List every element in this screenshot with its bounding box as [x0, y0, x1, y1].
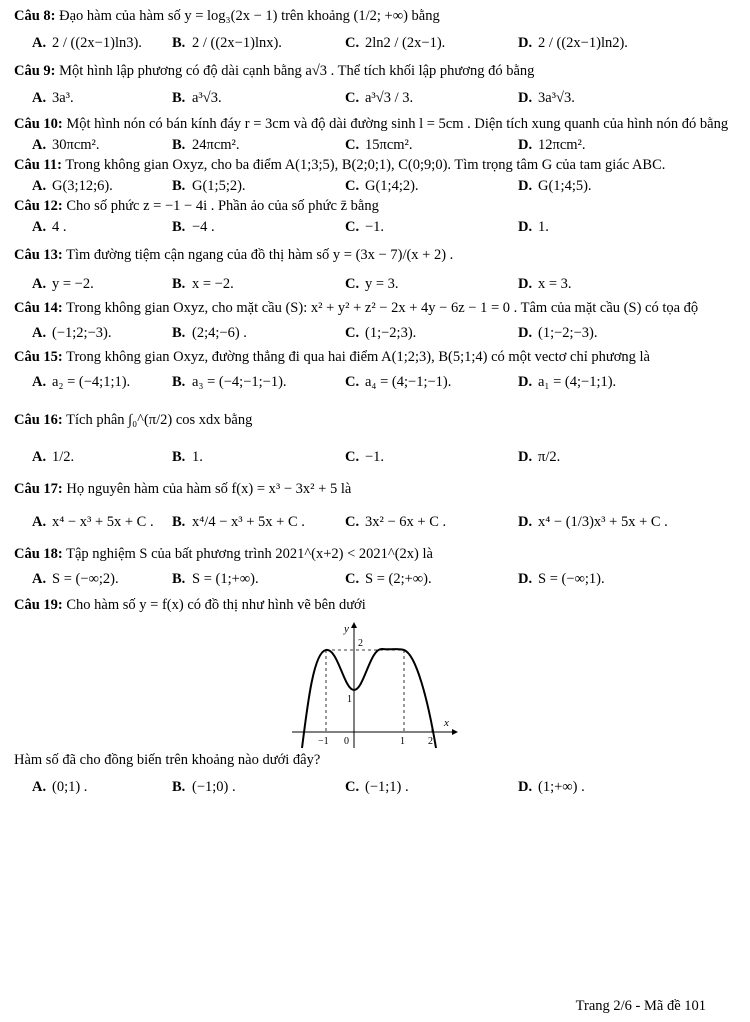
question-16 [14, 410, 738, 467]
option-d[interactable]: D. a₁ = (4;−1;1). [518, 374, 617, 390]
option-c[interactable]: C. a₄ = (4;−1;−1). [345, 374, 452, 390]
question-label: Câu 14: [14, 300, 63, 316]
question-stem: Đạo hàm của hàm số y = log₃(2x − 1) trên khoảng (1/2; +∞) bằng [59, 8, 440, 24]
option-a[interactable]: A. y = −2. [32, 276, 94, 292]
option-a[interactable]: A. (0;1) . [32, 779, 88, 795]
option-c[interactable]: C. 2ln2 / (2x−1). [345, 35, 446, 51]
question-stem: Một hình nón có bán kính đáy r = 3cm và độ dài đường sinh l = 5cm . Diện tích xung quanh của hình nón đó bằng [66, 116, 729, 132]
option-c[interactable]: C. −1. [345, 449, 385, 465]
question-stem: Tích phân ∫₀^(π/2) cos xdx bằng [66, 412, 253, 428]
option-b[interactable]: B. x = −2. [172, 276, 234, 292]
option-a[interactable]: A. x⁴ − x³ + 5x + C . [32, 514, 154, 530]
question-13 [14, 245, 738, 294]
question-label: Câu 8: [14, 8, 56, 24]
tick-x-1: 1 [400, 736, 405, 747]
function-curve [302, 649, 436, 748]
option-b[interactable]: B. a₃ = (−4;−1;−1). [172, 374, 287, 390]
question-14 [14, 298, 738, 343]
option-c[interactable]: C. G(1;4;2). [345, 178, 419, 194]
question-12 [14, 196, 738, 237]
option-d[interactable]: D. 1. [518, 219, 549, 235]
option-a[interactable]: A. (−1;2;−3). [32, 325, 112, 341]
question-stem: Họ nguyên hàm của hàm số f(x) = x³ − 3x² + 5 là [66, 481, 352, 497]
option-a[interactable]: A. 2 / ((2x−1)ln3). [32, 35, 142, 51]
option-c[interactable]: C. a³√3 / 3. [345, 90, 414, 106]
option-c[interactable]: C. 15πcm². [345, 137, 413, 153]
question-label: Câu 10: [14, 116, 63, 132]
tick-y2: 2 [358, 638, 363, 649]
question-stem: Tập nghiệm S của bất phương trình 2021^(x+2) < 2021^(2x) là [66, 546, 433, 562]
option-b[interactable]: B. a³√3. [172, 90, 222, 106]
option-b[interactable]: B. (−1;0) . [172, 779, 236, 795]
option-a[interactable]: A. G(3;12;6). [32, 178, 113, 194]
option-d[interactable]: D. G(1;4;5). [518, 178, 592, 194]
exam-page [14, 6, 738, 797]
option-b[interactable]: B. 2 / ((2x−1)lnx). [172, 35, 282, 51]
question-17 [14, 479, 738, 532]
option-c[interactable]: C. −1. [345, 219, 385, 235]
question-stem: Cho hàm số y = f(x) có đồ thị như hình vẽ bên dưới [66, 597, 366, 613]
question-stem: Trong không gian Oxyz, cho ba điểm A(1;3;5), B(2;0;1), C(0;9;0). Tìm trọng tâm G của tam giác ABC. [65, 157, 666, 173]
option-c[interactable]: C. y = 3. [345, 276, 399, 292]
option-b[interactable]: B. 1. [172, 449, 203, 465]
question-stem: Trong không gian Oxyz, cho mặt cầu (S): x² + y² + z² − 2x + 4y − 6z − 1 = 0 . Tâm của mặt cầu (S) có tọa độ [66, 300, 699, 316]
option-d[interactable]: D. 12πcm². [518, 137, 586, 153]
option-c[interactable]: C. S = (2;+∞). [345, 571, 432, 587]
question-label: Câu 13: [14, 247, 63, 263]
question-label: Câu 18: [14, 546, 63, 562]
question-19-followup: Hàm số đã cho đồng biến trên khoảng nào dưới đây? [14, 752, 321, 768]
option-c[interactable]: C. (−1;1) . [345, 779, 409, 795]
option-a[interactable]: A. S = (−∞;2). [32, 571, 119, 587]
tick-x-2: 2 [428, 736, 433, 747]
question-stem: Một hình lập phương có độ dài cạnh bằng a√3 . Thể tích khối lập phương đó bằng [59, 63, 535, 79]
question-15 [14, 347, 738, 392]
question-stem: Cho số phức z = −1 − 4i . Phần ảo của số phức z̄ bằng [66, 198, 379, 214]
option-d[interactable]: D. x = 3. [518, 276, 572, 292]
x-axis-label: x [444, 717, 449, 729]
question-11 [14, 155, 738, 196]
option-c[interactable]: C. (1;−2;3). [345, 325, 417, 341]
y-axis-arrow [351, 622, 357, 628]
option-a[interactable]: A. a₂ = (−4;1;1). [32, 374, 131, 390]
question-label: Câu 17: [14, 481, 63, 497]
page-footer: Trang 2/6 - Mã đề 101 [575, 998, 706, 1014]
tick-x-neg1: −1 [318, 736, 329, 747]
question-label: Câu 16: [14, 412, 63, 428]
option-b[interactable]: B. x⁴/4 − x³ + 5x + C . [172, 514, 305, 530]
option-d[interactable]: D. (1;−2;−3). [518, 325, 598, 341]
option-d[interactable]: D. 3a³√3. [518, 90, 575, 106]
option-a[interactable]: A. 3a³. [32, 90, 74, 106]
tick-x-0: 0 [344, 736, 349, 747]
option-c[interactable]: C. 3x² − 6x + C . [345, 514, 447, 530]
option-a[interactable]: A. 1/2. [32, 449, 75, 465]
option-d[interactable]: D. π/2. [518, 449, 561, 465]
question-label: Câu 12: [14, 198, 63, 214]
question-stem: Tìm đường tiệm cận ngang của đồ thị hàm số y = (3x − 7)/(x + 2) . [66, 247, 454, 263]
y-axis-label: y [344, 623, 349, 635]
option-b[interactable]: B. G(1;5;2). [172, 178, 246, 194]
question-19 [14, 595, 738, 797]
option-b[interactable]: B. 24πcm². [172, 137, 240, 153]
option-b[interactable]: B. (2;4;−6) . [172, 325, 247, 341]
function-graph [290, 620, 460, 750]
option-d[interactable]: D. S = (−∞;1). [518, 571, 605, 587]
question-label: Câu 15: [14, 349, 63, 365]
tick-y1: 1 [347, 694, 352, 705]
option-b[interactable]: B. S = (1;+∞). [172, 571, 259, 587]
option-b[interactable]: B. −4 . [172, 219, 215, 235]
option-d[interactable]: D. (1;+∞) . [518, 779, 585, 795]
option-d[interactable]: D. x⁴ − (1/3)x³ + 5x + C . [518, 514, 668, 530]
x-axis-arrow [452, 729, 458, 735]
option-a[interactable]: A. 4 . [32, 219, 67, 235]
question-label: Câu 11: [14, 157, 62, 173]
question-label: Câu 9: [14, 63, 56, 79]
question-label: Câu 19: [14, 597, 63, 613]
question-9 [14, 61, 738, 108]
option-d[interactable]: D. 2 / ((2x−1)ln2). [518, 35, 628, 51]
option-a[interactable]: A. 30πcm². [32, 137, 100, 153]
question-18 [14, 544, 738, 589]
question-8 [14, 6, 738, 53]
question-10 [14, 114, 738, 155]
question-stem: Trong không gian Oxyz, đường thẳng đi qua hai điểm A(1;2;3), B(5;1;4) có một vectơ chỉ phương là [66, 349, 650, 365]
